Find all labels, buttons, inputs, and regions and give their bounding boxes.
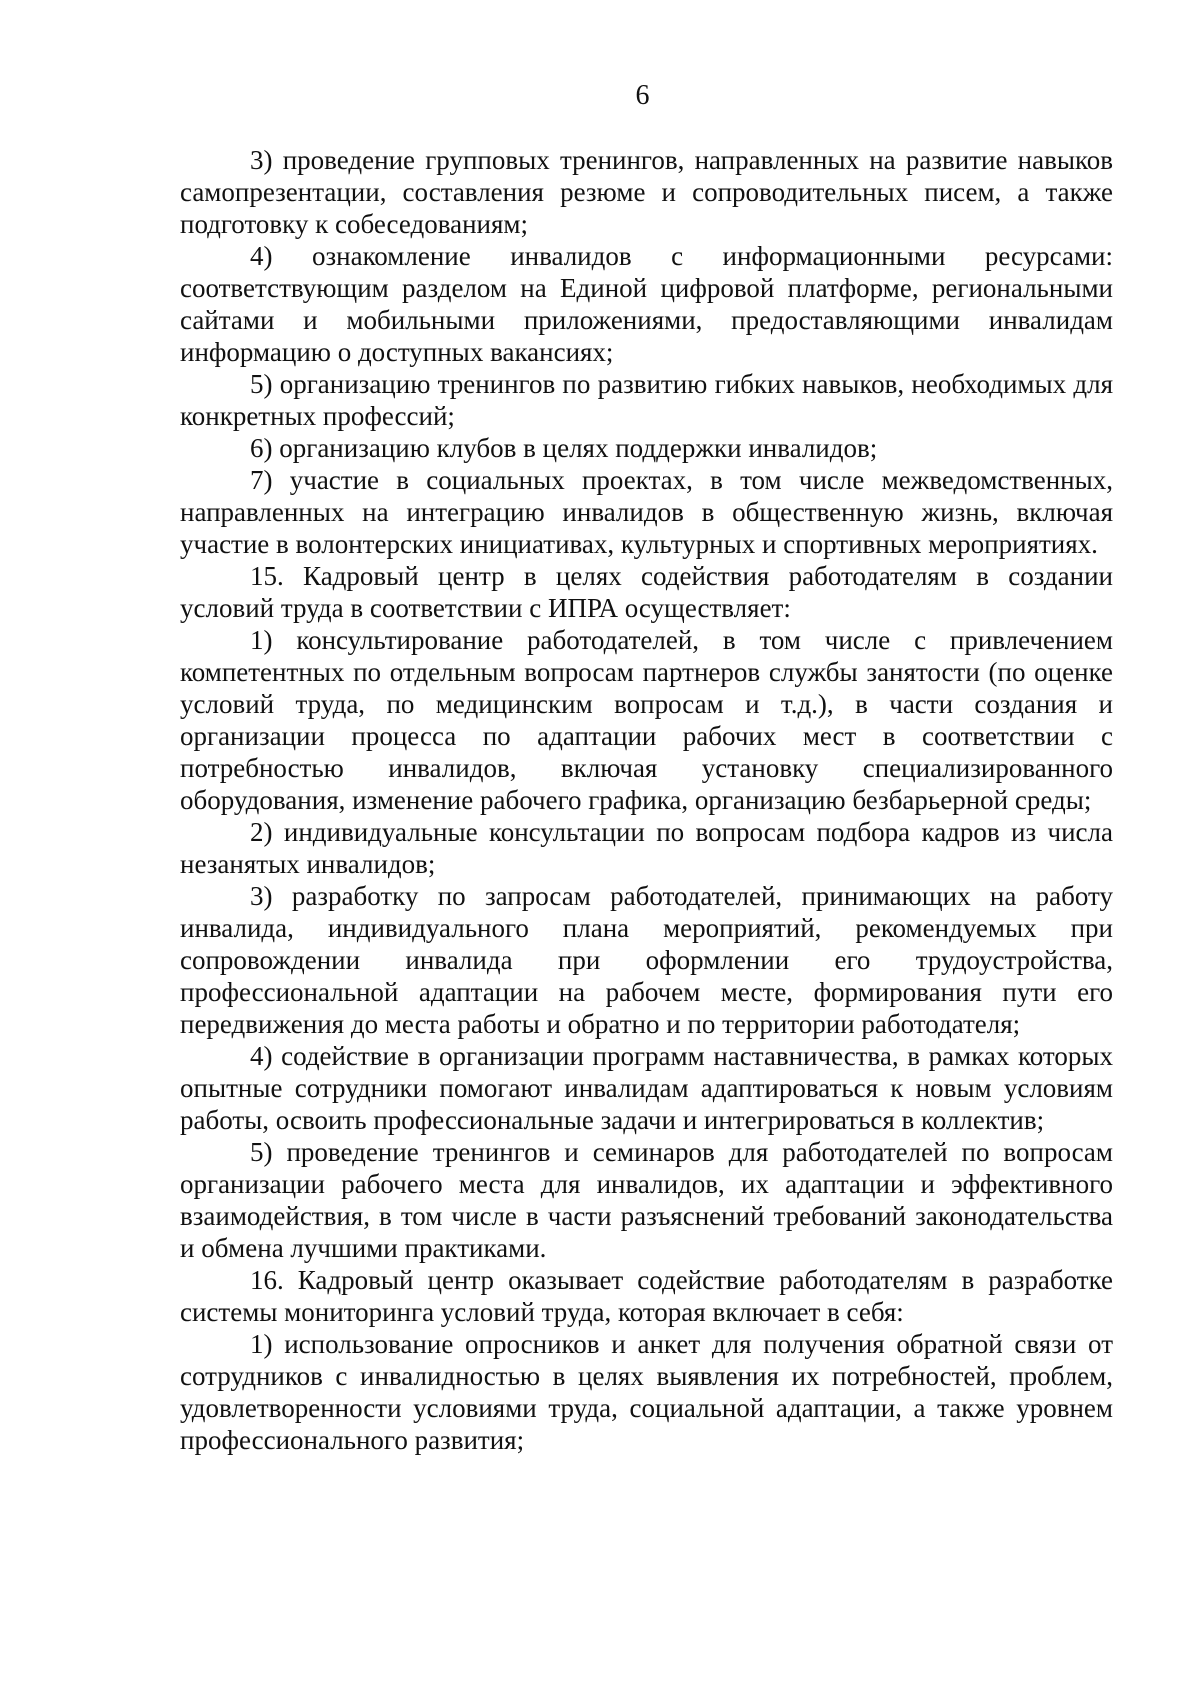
list-item-mentoring-programs: 4) содействие в организации программ наставничества, в рамках которых опытные сотрудники помогают инвалидам адаптироваться к новым условиям работы, освоить профессиональные задачи и интегрироваться в коллектив; xyxy=(180,1041,1113,1135)
page-number: 6 xyxy=(635,80,650,111)
list-item-support-clubs: 6) организацию клубов в целях поддержки инвалидов; xyxy=(250,433,878,463)
list-item-group-trainings: 3) проведение групповых тренингов, направленных на развитие навыков самопрезентации, составления резюме и сопроводительных писем, а также подготовку к собеседованиям; xyxy=(180,145,1113,239)
section-16-heading: 16. Кадровый центр оказывает содействие работодателям в разработке системы мониторинга условий труда, которая включает в себя: xyxy=(180,1265,1113,1327)
list-item-soft-skills-trainings: 5) организацию тренингов по развитию гибких навыков, необходимых для конкретных профессий; xyxy=(180,369,1113,431)
list-item-employer-seminars: 5) проведение тренингов и семинаров для работодателей по вопросам организации рабочего места для инвалидов, их адаптации и эффективного взаимодействия, в том числе в части разъяснений требований законодательства и обмена лучшими практиками. xyxy=(180,1137,1113,1263)
list-item-surveys: 1) использование опросников и анкет для получения обратной связи от сотрудников с инвалидностью в целях выявления их потребностей, проблем, удовлетворенности условиями труда, социальной адаптации, а также уровнем профессионального развития; xyxy=(180,1329,1113,1455)
list-item-social-projects: 7) участие в социальных проектах, в том числе межведомственных, направленных на интеграцию инвалидов в общественную жизнь, включая участие в волонтерских инициативах, культурных и спортивных мероприятиях. xyxy=(180,465,1113,559)
list-item-information-resources: 4) ознакомление инвалидов с информационными ресурсами: соответствующим разделом на Единой цифровой платформе, региональными сайтами и мобильными приложениями, предоставляющими инвалидам информацию о доступных вакансиях; xyxy=(180,241,1113,367)
list-item-individual-plan: 3) разработку по запросам работодателей, принимающих на работу инвалида, индивидуального плана мероприятий, рекомендуемых при сопровождении инвалида при оформлении его трудоустройства, профессиональной адаптации на рабочем месте, формирования пути его передвижения до места работы и обратно и по территории работодателя; xyxy=(180,881,1113,1039)
document-body xyxy=(180,144,1113,1456)
list-item-individual-consultations: 2) индивидуальные консультации по вопросам подбора кадров из числа незанятых инвалидов; xyxy=(180,817,1113,879)
list-item-employer-consulting: 1) консультирование работодателей, в том числе с привлечением компетентных по отдельным вопросам партнеров службы занятости (по оценке условий труда, по медицинским вопросам и т.д.), в части создания и организации процесса по адаптации рабочих мест в соответствии с потребностью инвалидов, включая установку специализированного оборудования, изменение рабочего графика, организацию безбарьерной среды; xyxy=(180,625,1113,815)
section-15-heading: 15. Кадровый центр в целях содействия работодателям в создании условий труда в соответствии с ИПРА осуществляет: xyxy=(180,561,1113,623)
